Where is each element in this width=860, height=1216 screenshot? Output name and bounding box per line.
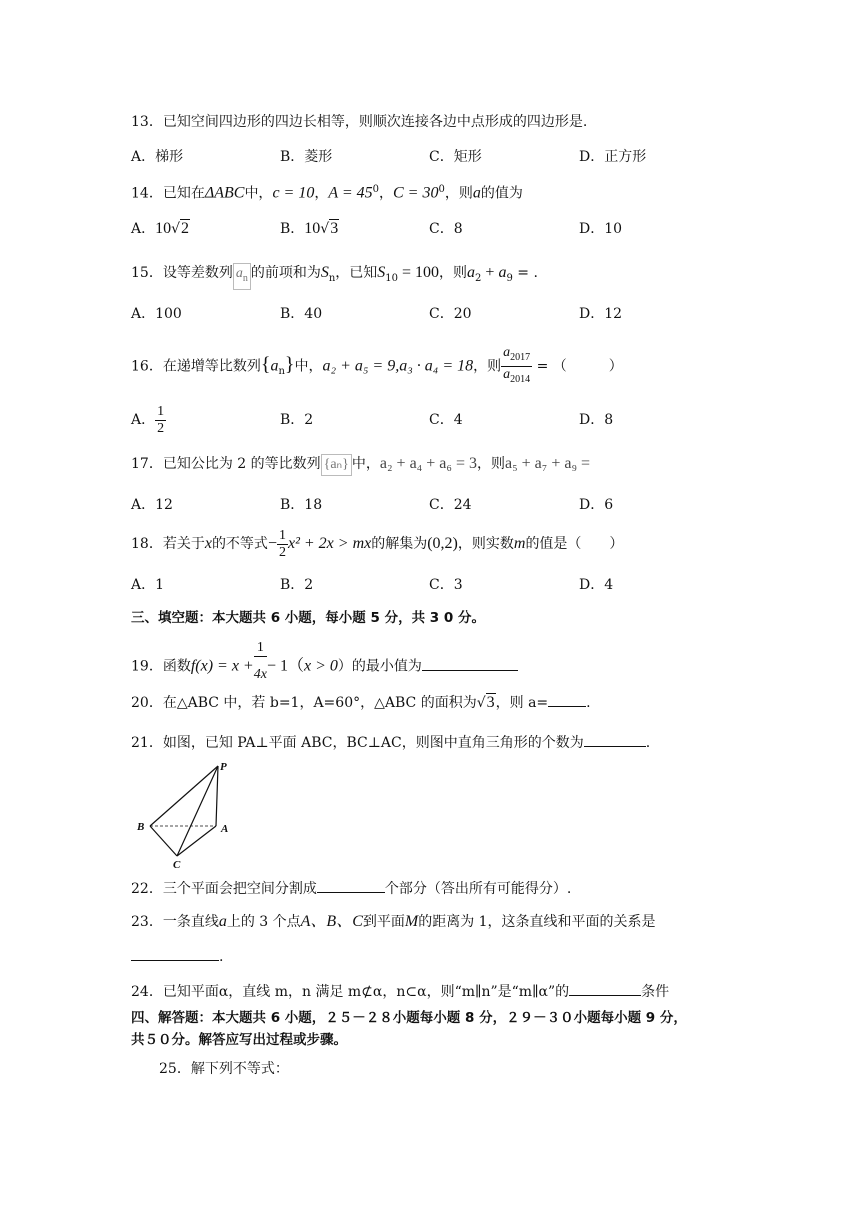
q21-text: 21．如图，已知 PA⊥平面 ABC，BC⊥AC，则图中直角三角形的个数为 . xyxy=(131,732,650,753)
section-3-heading: 三、填空题：本大题共 6 小题，每小题 5 分，共 3 0 分。 xyxy=(131,610,485,626)
q20-text: 20．在△ABC 中，若 b=1，A=60°，△ABC 的面积为√3，则 a= . xyxy=(131,694,591,711)
q22-text: 22．三个平面会把空间分割成 个部分（答出所有可能得分）. xyxy=(131,878,571,899)
label-b: B xyxy=(137,821,145,833)
q15-text: 15．设等差数列 $a_n$ 的前项和为$S_n$，已知$S_{10} = 100$，则$a_2 + a_9$ = . xyxy=(131,263,538,290)
q14-option-d: D．10 xyxy=(579,221,623,237)
edge-pc xyxy=(177,766,218,856)
edge-pa xyxy=(216,766,218,826)
q18-text: 18．若关于x的不等式− $\frac{1}{2}$ x² + 2x > mx的解集为(0,2)，则实数m的值是（ ） xyxy=(131,527,624,560)
q16-text: 16．在递增等比数列$\{a_n\}$中，a₂ + a₅ = 9,a₃ · a₄ = 18，则 $\frac{a_{2017}}{a_{2014}}$ = （ ） xyxy=(131,345,623,390)
q13-option-d: D．正方形 xyxy=(579,149,647,165)
q19-answer-blank[interactable] xyxy=(422,656,518,671)
q16-option-b: B．2 xyxy=(280,412,314,428)
q16-option-d: D．8 xyxy=(579,412,614,428)
label-a: A xyxy=(221,823,229,835)
q14-option-c: C．8 xyxy=(429,221,463,237)
q15-option-b: B．40 xyxy=(280,306,323,322)
q17-target-image: a₅ + a₇ + a₉ = xyxy=(504,455,591,472)
q16-option-c: C．4 xyxy=(429,412,463,428)
q18-option-d: D．4 xyxy=(579,577,614,593)
q19-text: 19．函数f(x) = x + $\frac{1}{4x}- 1(x > 0)$的最小值为 xyxy=(131,640,518,693)
q15-sequence-image: $a_n$ xyxy=(233,263,251,290)
q17-option-c: C．24 xyxy=(429,497,472,513)
q18-option-b: B．2 xyxy=(280,577,314,593)
q17-option-b: B．18 xyxy=(280,497,323,513)
q13-text: 13．已知空间四边形的四边长相等，则顺次连接各边中点形成的四边形是. xyxy=(131,114,588,130)
edge-bc xyxy=(150,826,177,856)
q15-option-a: A．100 xyxy=(131,306,182,322)
q13-option-a: A．梯形 xyxy=(131,149,184,165)
q13-option-b: B．菱形 xyxy=(280,149,333,165)
q20-answer-blank[interactable] xyxy=(548,692,586,707)
q15-option-d: D．12 xyxy=(579,306,623,322)
q25-text: 25．解下列不等式： xyxy=(159,1061,289,1077)
q16-fraction: $\frac{a_{2017}}{a_{2014}}$ xyxy=(503,345,531,385)
edge-bp xyxy=(150,766,218,826)
q16-option-a: A． $\frac{1}{2}$ xyxy=(131,403,165,436)
q15-option-c: C．20 xyxy=(429,306,472,322)
q24-text: 24．已知平面α，直线 m，n 满足 m⊄α，n⊂α，则“m∥n”是“m∥α”的 条件 xyxy=(131,981,669,1002)
q18-option-c: C．3 xyxy=(429,577,463,593)
q17-text: 17．已知公比为 2 的等比数列 {aₙ} 中，a₂ + a₄ + a₆ = 3，则a₅ + a₇ + a₉ = xyxy=(131,454,590,476)
label-p: P xyxy=(220,761,227,773)
section-4-heading-line-2: 共５０分。解答应写出过程或步骤。 xyxy=(131,1032,347,1048)
q24-answer-blank[interactable] xyxy=(569,981,641,996)
q18-option-a: A．1 xyxy=(131,577,165,593)
q22-answer-blank[interactable] xyxy=(317,878,385,893)
q23-answer-line: . xyxy=(131,946,223,967)
q14-option-a: A．10√2 xyxy=(131,220,190,237)
q14-text: 14．已知在ΔABC中，c = 10，$A = 45^0$，$C = 30^0$，则a的值为 xyxy=(131,184,523,202)
q14-option-b: B．10√3 xyxy=(280,220,339,237)
q13-option-c: C．矩形 xyxy=(429,149,482,165)
q17-option-d: D．6 xyxy=(579,497,614,513)
q23-answer-blank[interactable] xyxy=(131,946,219,961)
tetrahedron-figure xyxy=(133,760,243,870)
q17-condition-image: a₂ + a₄ + a₆ = 3 xyxy=(379,455,477,472)
label-c: C xyxy=(173,859,181,870)
q17-option-a: A．12 xyxy=(131,497,173,513)
section-4-heading-line-1: 四、解答题：本大题共 6 小题，２５－２８小题每小题 8 分，２９－３０小题每小题 9 分， xyxy=(131,1010,687,1026)
edge-ac xyxy=(177,826,216,856)
q17-sequence-image: {aₙ} xyxy=(321,454,352,476)
q23-text: 23．一条直线a上的 3 个点A、B、C到平面M的距离为 1，这条直线和平面的关系是 xyxy=(131,913,656,930)
q21-answer-blank[interactable] xyxy=(584,732,646,747)
